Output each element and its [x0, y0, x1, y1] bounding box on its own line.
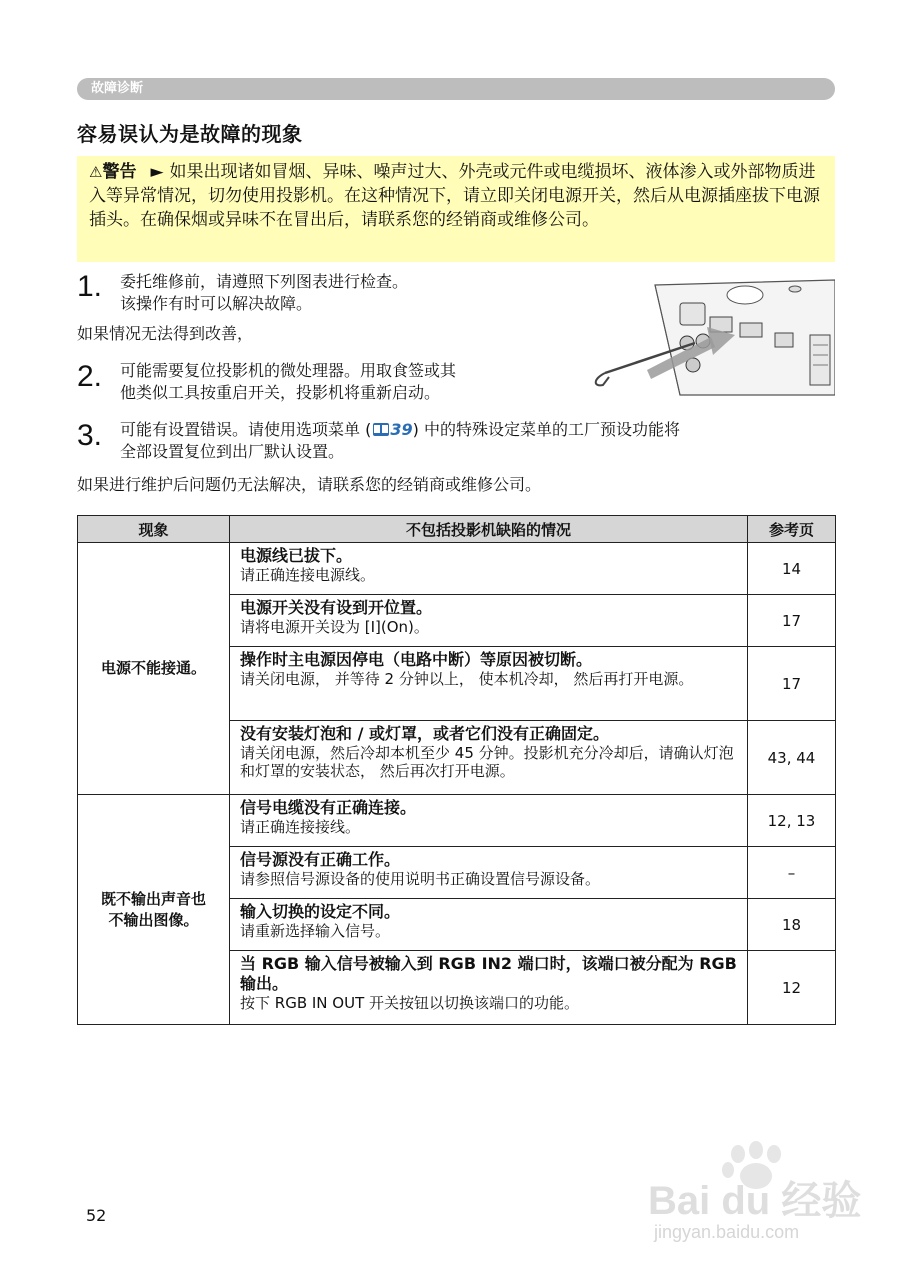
step-3-ref-page[interactable]: 39 [390, 420, 413, 439]
condition-cell [230, 951, 748, 1025]
step-2-line2: 他类似工具按重启开关，投影机将重新启动。 [120, 383, 441, 402]
header-page: 参考页 [748, 516, 836, 543]
table-row [78, 795, 836, 847]
condition-cell [230, 721, 748, 795]
page-ref: 17 [748, 647, 836, 721]
step-3-line2: 全部设置复位到出厂默认设置。 [120, 442, 345, 461]
note-after-step3: 如果进行维护后问题仍无法解决，请联系您的经销商或维修公司。 [77, 475, 542, 494]
condition-title: 没有安装灯泡和 / 或灯罩，或者它们没有正确固定。 [240, 724, 609, 743]
condition-title: 信号电缆没有正确连接。 [240, 798, 417, 817]
step-3-line1 [120, 419, 680, 441]
condition-desc: 请参照信号源设备的使用说明书正确设置信号源设备。 [240, 870, 601, 888]
table-header-row [78, 516, 836, 543]
condition-desc: 请正确连接电源线。 [240, 566, 376, 584]
phenomenon-no-output [78, 795, 230, 1025]
condition-title: 电源线已拔下。 [240, 546, 353, 565]
condition-desc: 请关闭电源， 并等待 2 分钟以上， 使本机冷却， 然后再打开电源。 [240, 670, 694, 688]
condition-title: 输入切换的设定不同。 [240, 902, 401, 921]
condition-desc: 请关闭电源，然后冷却本机至少 45 分钟。投影机充分冷却后，请确认灯泡和灯罩的安装状态， 然后再次打开电源。 [240, 744, 734, 780]
table-row [78, 543, 836, 595]
page-ref: 14 [748, 543, 836, 595]
page-ref: 18 [748, 899, 836, 951]
condition-title: 信号源没有正确工作。 [240, 850, 401, 869]
phenomenon-line1: 既不输出声音也 [100, 889, 206, 908]
phenomenon-line2: 不输出图像。 [108, 910, 199, 929]
warning-label-text: 警告 [102, 162, 137, 182]
condition-desc: 请正确连接接线。 [240, 818, 361, 836]
step-1-text [120, 271, 408, 315]
warning-box [77, 156, 835, 262]
step-2-number: 2. [77, 360, 103, 393]
condition-title: 电源开关没有设到开位置。 [240, 598, 433, 617]
condition-desc: 请重新选择输入信号。 [240, 922, 391, 940]
step-3-number: 3. [77, 419, 103, 452]
condition-desc: 按下 RGB IN OUT 开关按钮以切换该端口的功能。 [240, 994, 580, 1012]
step-3-line1-b: ) 中的特殊设定菜单的工厂预设功能将 [412, 420, 680, 439]
section-label: 故障诊断 [91, 81, 144, 96]
condition-cell [230, 899, 748, 951]
warning-triangle-icon: ⚠ [89, 163, 103, 181]
baidu-jingyan-watermark [640, 1140, 870, 1250]
troubleshooting-table [77, 515, 836, 1025]
condition-cell [230, 847, 748, 899]
warning-text: 如果出现诸如冒烟、异味、噪声过大、外壳或元件或电缆损坏、液体渗入或外部物质进入等异常情况，切勿使用投影机。在这种情况下，请立即关闭电源开关，然后从电源插座拔下电源插头。在确保烟或异味不在冒出后，请联系您的经销商或维修公司。 [89, 162, 820, 230]
condition-title: 当 RGB 输入信号被输入到 RGB IN2 端口时，该端口被分配为 RGB 输出。 [240, 954, 737, 993]
condition-cell [230, 795, 748, 847]
step-1-line2: 该操作有时可以解决故障。 [120, 294, 313, 313]
watermark-brand: Bai du 经验 [648, 1179, 862, 1223]
arrow-right-icon: ► [150, 162, 164, 182]
condition-cell [230, 595, 748, 647]
watermark-url: jingyan.baidu.com [654, 1222, 800, 1242]
projector-reset-illustration [585, 275, 835, 400]
step-1-line1: 委托维修前，请遵照下列图表进行检查。 [120, 272, 409, 291]
page-number: 52 [86, 1206, 107, 1225]
page-ref: – [748, 847, 836, 899]
book-reference-icon [373, 423, 389, 436]
section-bar [77, 78, 835, 100]
step-2-line1: 可能需要复位投影机的微处理器。用取食签或其 [120, 361, 457, 380]
phenomenon-power: 电源不能接通。 [78, 543, 230, 795]
header-condition: 不包括投影机缺陷的情况 [230, 516, 748, 543]
page-ref: 12, 13 [748, 795, 836, 847]
page-title: 容易误认为是故障的现象 [77, 122, 303, 146]
note-after-step1: 如果情况无法得到改善， [77, 324, 254, 343]
page-ref: 43, 44 [748, 721, 836, 795]
condition-desc: 请将电源开关设为 [I](On)。 [240, 618, 429, 636]
warning-label [89, 162, 136, 182]
step-1-number: 1. [77, 270, 103, 303]
page-ref: 17 [748, 595, 836, 647]
condition-title: 操作时主电源因停电（电路中断）等原因被切断。 [240, 650, 593, 669]
step-3-line1-a: 可能有设置错误。请使用选项菜单 ( [120, 420, 372, 439]
step-3-text [120, 419, 680, 463]
condition-cell [230, 543, 748, 595]
page-ref: 12 [748, 951, 836, 1025]
condition-cell [230, 647, 748, 721]
header-phenomenon: 现象 [78, 516, 230, 543]
step-2-text [120, 360, 456, 404]
